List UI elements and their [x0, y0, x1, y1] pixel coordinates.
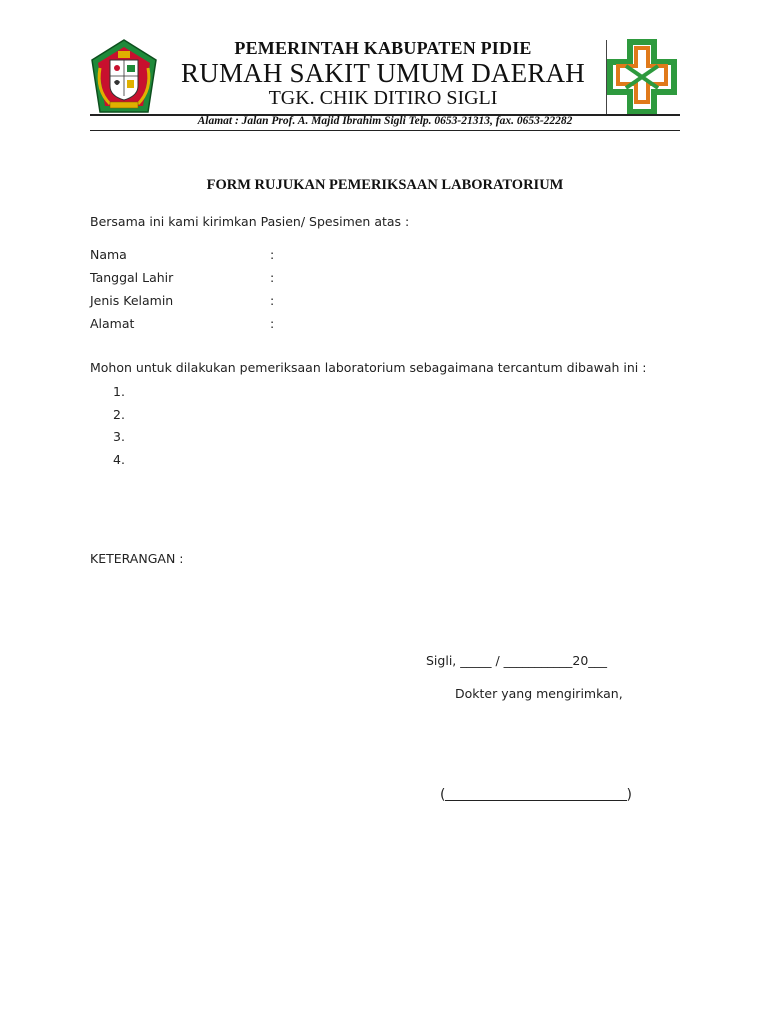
field-label-jenis-kelamin: Jenis Kelamin — [90, 293, 174, 308]
field-label-alamat: Alamat — [90, 316, 135, 331]
signature-open-paren: ( — [440, 787, 446, 803]
list-item-1: 1. — [113, 384, 125, 399]
pidie-emblem-logo — [88, 38, 160, 116]
field-colon-tanggal-lahir: : — [270, 270, 275, 285]
field-colon-alamat: : — [270, 316, 275, 331]
hospital-cross-logo — [604, 38, 680, 116]
field-label-tanggal-lahir: Tanggal Lahir — [90, 270, 174, 285]
signature-role: Dokter yang mengirimkan, — [455, 686, 623, 701]
form-intro: Bersama ini kami kirimkan Pasien/ Spesimen atas : — [90, 214, 410, 229]
header-rule-bottom — [90, 130, 680, 131]
list-item-3: 3. — [113, 429, 125, 444]
header-government-line: PEMERINTAH KABUPATEN PIDIE — [234, 38, 532, 58]
request-text: Mohon untuk dilakukan pemeriksaan laboratorium sebagaimana tercantum dibawah ini : — [90, 360, 647, 375]
field-colon-nama: : — [270, 247, 275, 262]
field-colon-jenis-kelamin: : — [270, 293, 275, 308]
signature-date-line: Sigli, _____ / ___________20___ — [426, 653, 608, 668]
list-item-4: 4. — [113, 452, 125, 467]
field-label-nama: Nama — [90, 247, 127, 262]
header-address: Alamat : Jalan Prof. A. Majid Ibrahim Sigli Telp. 0653-21313, fax. 0653-22282 — [197, 115, 573, 127]
header-hospital-name: RUMAH SAKIT UMUM DAERAH — [181, 58, 585, 88]
signature-close-paren: ) — [626, 787, 632, 803]
signature-underline — [445, 800, 627, 801]
list-item-2: 2. — [113, 407, 125, 422]
form-title: FORM RUJUKAN PEMERIKSAAN LABORATORIUM — [206, 177, 564, 193]
header-hospital-subname: TGK. CHIK DITIRO SIGLI — [268, 87, 498, 109]
signature-name-line — [440, 787, 632, 804]
notes-label: KETERANGAN : — [90, 551, 184, 566]
